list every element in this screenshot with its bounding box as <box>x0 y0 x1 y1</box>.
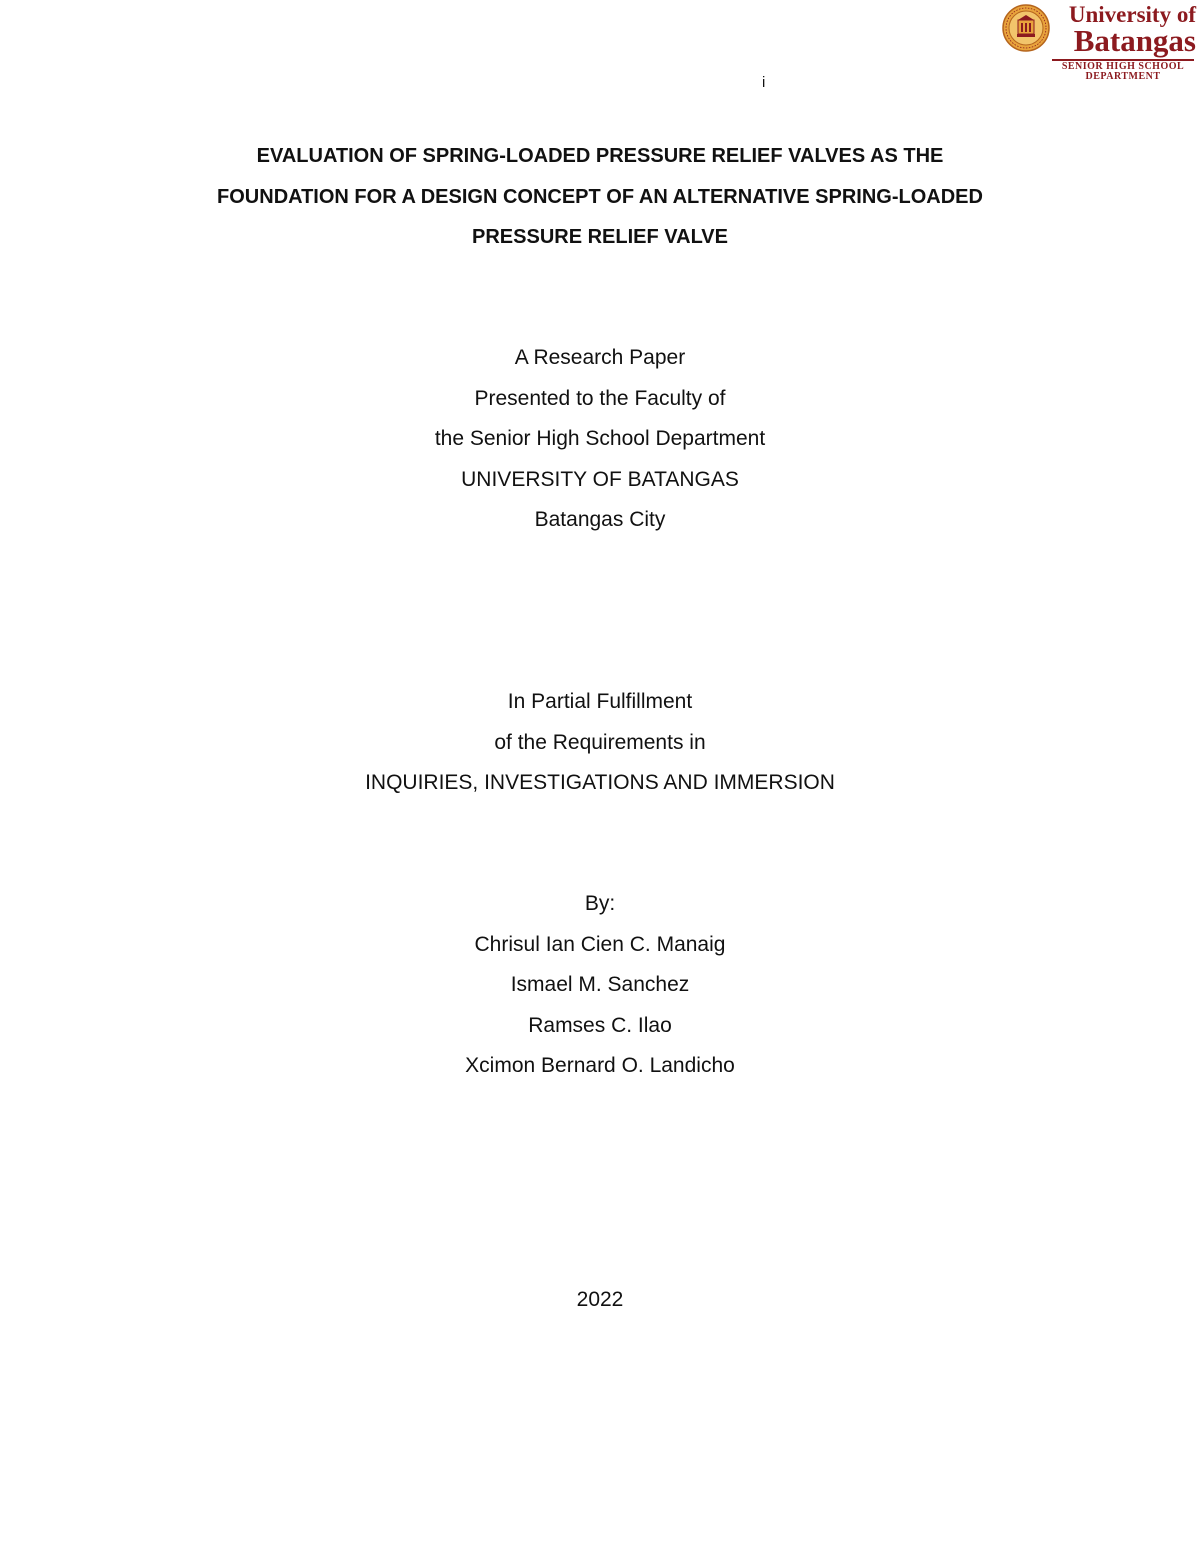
presentation-line: the Senior High School Department <box>434 427 766 450</box>
publication-year: 2022 <box>576 1288 624 1311</box>
paper-title <box>80 136 1120 258</box>
title-line: FOUNDATION FOR A DESIGN CONCEPT OF AN ALTERNATIVE SPRING-LOADED <box>217 185 983 208</box>
title-line: PRESSURE RELIEF VALVE <box>472 226 728 248</box>
authors-block <box>100 884 1100 1087</box>
authors-label: By: <box>584 892 616 915</box>
presentation-block <box>100 338 1100 541</box>
logo-text-line1: University of <box>1068 2 1196 27</box>
fulfillment-line: of the Requirements in <box>494 730 706 754</box>
fulfillment-line: In Partial Fulfillment <box>507 690 693 713</box>
fulfillment-line: INQUIRIES, INVESTIGATIONS AND IMMERSION <box>365 771 835 794</box>
logo-text-line2: Batangas <box>1073 23 1196 58</box>
presentation-line: UNIVERSITY OF BATANGAS <box>461 467 739 491</box>
author-name: Xcimon Bernard O. Landicho <box>465 1054 735 1077</box>
page-number: i <box>762 74 766 91</box>
presentation-line: Batangas City <box>534 508 666 531</box>
fulfillment-block <box>100 682 1100 804</box>
presentation-line: Presented to the Faculty of <box>474 386 726 410</box>
university-logo <box>1000 2 1196 82</box>
title-line: EVALUATION OF SPRING-LOADED PRESSURE RELIEF VALVES AS THE <box>256 145 944 167</box>
presentation-line: A Research Paper <box>514 346 686 369</box>
author-name: Ismael M. Sanchez <box>510 973 690 996</box>
university-seal-icon <box>1002 4 1050 52</box>
logo-subtitle-line1: SENIOR HIGH SCHOOL <box>1061 61 1185 72</box>
logo-subtitle-line2: DEPARTMENT <box>1085 71 1161 82</box>
author-name: Chrisul Ian Cien C. Manaig <box>474 932 726 956</box>
author-name: Ramses C. Ilao <box>528 1013 672 1037</box>
